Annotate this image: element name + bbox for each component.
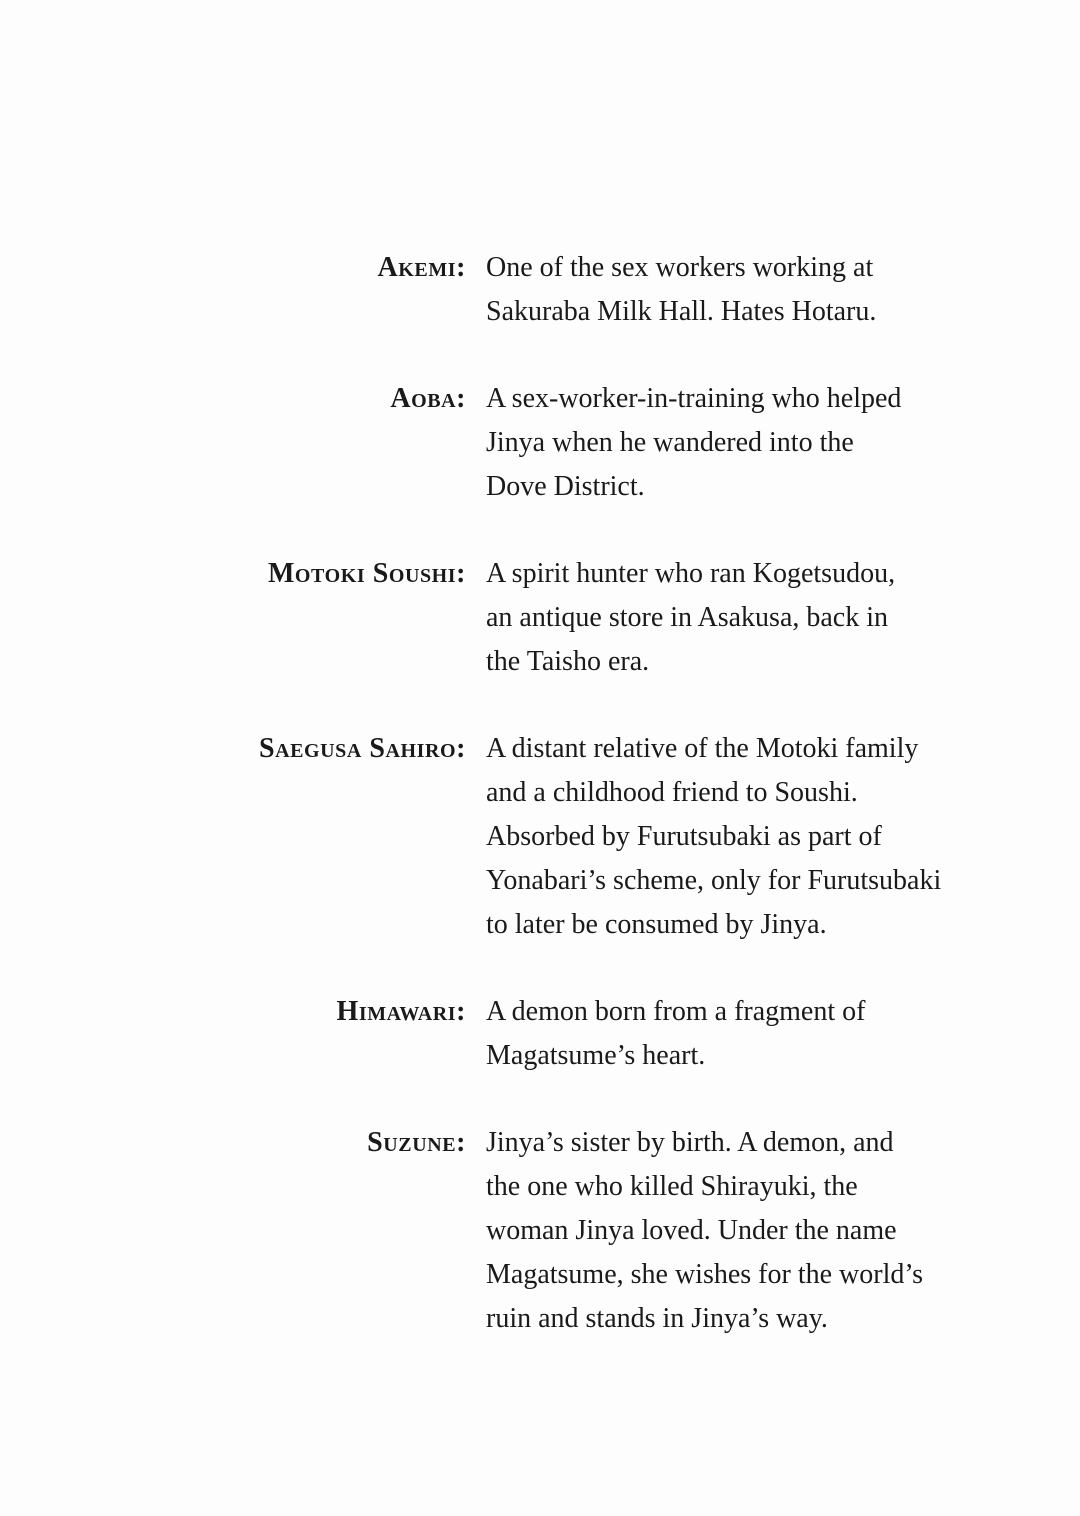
character-entry [0,246,1080,334]
character-entry [0,377,1080,509]
character-entry [0,727,1080,947]
description-line: ruin and stands in Jinya’s way. [486,1303,828,1334]
character-description [486,1121,923,1341]
description-line: an antique store in Asakusa, back in [486,602,889,633]
description-line: and a childhood friend to Soushi. [486,777,858,808]
description-line: A distant relative of the Motoki family [486,733,919,764]
description-line: A spirit hunter who ran Kogetsudou, [486,558,896,589]
description-line: the one who killed Shirayuki, the [486,1171,858,1202]
character-description [486,377,901,509]
character-name: Himawari: [336,996,466,1027]
character-description [486,990,865,1078]
description-line: Jinya when he wandered into the [486,427,854,458]
character-name: Suzune: [367,1127,466,1158]
description-line: One of the sex workers working at [486,252,874,283]
description-line: to later be consumed by Jinya. [486,909,827,940]
character-name: Saegusa Sahiro: [258,733,466,764]
description-line: woman Jinya loved. Under the name [486,1215,897,1246]
character-description [486,727,941,947]
description-line: Magatsume, she wishes for the world’s [486,1259,924,1290]
character-name: Akemi: [377,252,466,283]
description-line: A demon born from a fragment of [486,996,866,1027]
description-line: Dove District. [486,471,645,502]
description-line: Magatsume’s heart. [486,1040,706,1071]
character-entry [0,990,1080,1078]
description-line: the Taisho era. [486,646,650,677]
description-line: A sex-worker-in-training who helped [486,383,902,414]
description-line: Sakuraba Milk Hall. Hates Hotaru. [486,296,877,327]
description-line: Yonabari’s scheme, only for Furutsubaki [486,865,942,896]
description-line: Jinya’s sister by birth. A demon, and [486,1127,894,1158]
character-description [486,246,876,334]
character-entry [0,1121,1080,1341]
character-description [486,552,895,684]
description-line: Absorbed by Furutsubaki as part of [486,821,882,852]
character-entry [0,552,1080,684]
character-name: Aoba: [390,383,466,414]
character-name: Motoki Soushi: [267,558,466,589]
